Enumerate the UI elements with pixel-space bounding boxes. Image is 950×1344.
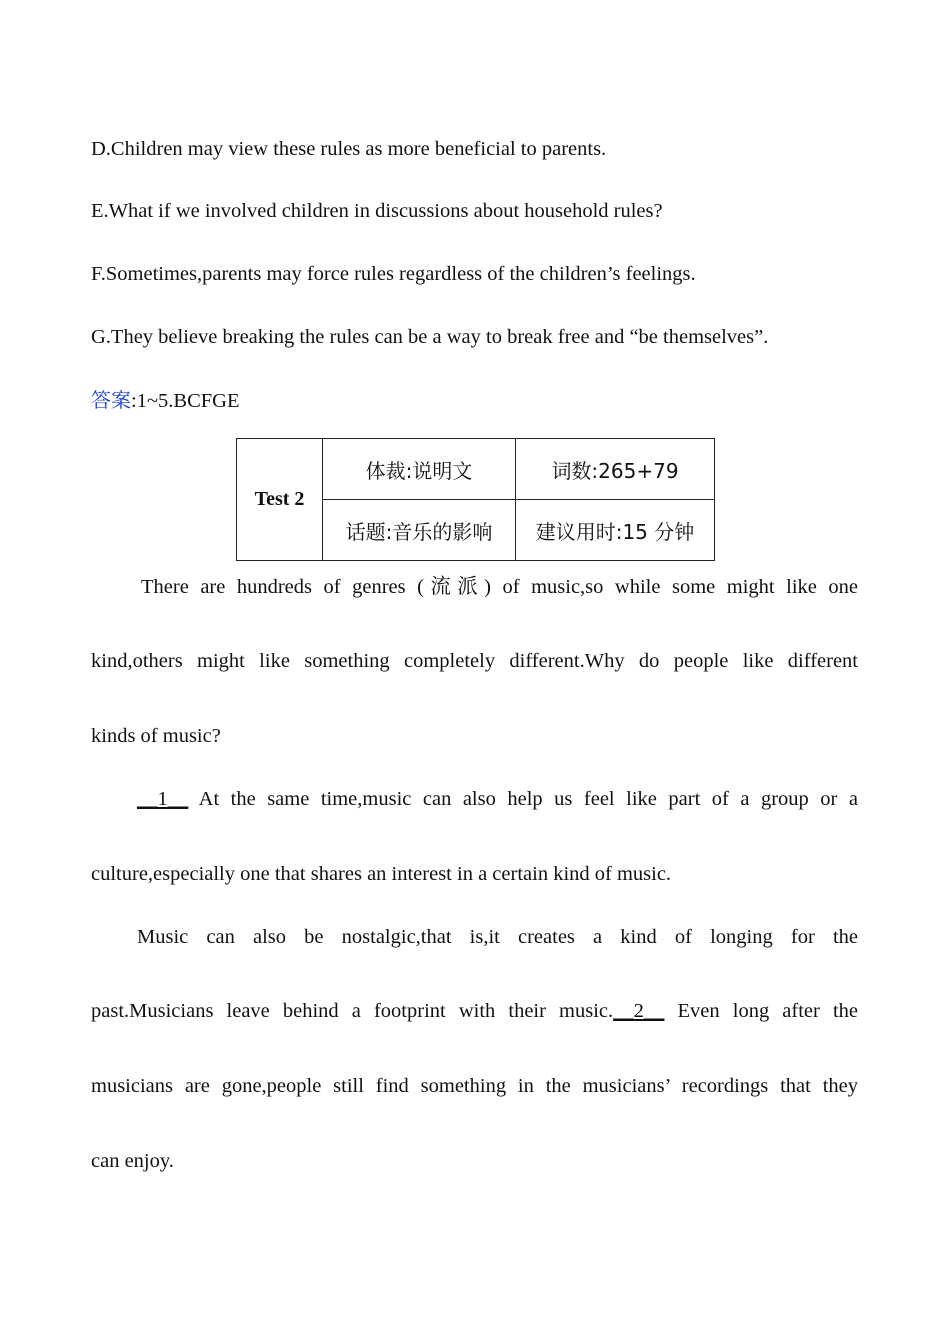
option-g: G.They believe breaking the rules can be a way to break free and “be themselves”. — [91, 326, 769, 348]
topic-cell: 话题:音乐的影响 — [323, 500, 516, 561]
paragraph-3-line-2-before: past.Musicians leave behind a footprint with their music. — [91, 1000, 614, 1022]
paragraph-3-line-2 — [91, 998, 858, 1024]
answer-value: :1~5.BCFGE — [131, 390, 240, 412]
option-f: F.Sometimes,parents may force rules regardless of the children’s feelings. — [91, 263, 696, 285]
paragraph-2-line-1 — [137, 786, 858, 812]
word-count-cell: 词数:265+79 — [516, 439, 715, 500]
option-e: E.What if we involved children in discussions about household rules? — [91, 200, 663, 222]
paragraph-1-line-2: kind,others might like something completely different.Why do people like different — [91, 650, 858, 672]
paragraph-2-line-1-text: At the same time,music can also help us feel like part of a group or a — [198, 788, 858, 810]
paragraph-2-line-2: culture,especially one that shares an interest in a certain kind of music. — [91, 863, 672, 885]
info-table — [236, 438, 715, 561]
genre-cell: 体裁:说明文 — [323, 439, 516, 500]
paragraph-1-line-3: kinds of music? — [91, 725, 221, 747]
paragraph-1-line-1: There are hundreds of genres (流派) of music,so while some might like one — [141, 576, 858, 598]
blank-2[interactable]: __2__ — [613, 1000, 665, 1022]
answer-label: 答案 — [91, 388, 131, 412]
time-cell: 建议用时:15 分钟 — [516, 500, 715, 561]
paragraph-3-line-2-after: Even long after the — [677, 1000, 858, 1022]
answer-line — [91, 388, 240, 413]
paragraph-3-line-1: Music can also be nostalgic,that is,it creates a kind of longing for the — [137, 926, 858, 948]
test-label: Test 2 — [237, 439, 323, 561]
paragraph-3-line-3: musicians are gone,people still find something in the musicians’ recordings that they — [91, 1075, 858, 1097]
paragraph-3-line-4: can enjoy. — [91, 1150, 174, 1172]
blank-1[interactable]: __1__ — [137, 788, 189, 810]
option-d: D.Children may view these rules as more beneficial to parents. — [91, 138, 607, 160]
